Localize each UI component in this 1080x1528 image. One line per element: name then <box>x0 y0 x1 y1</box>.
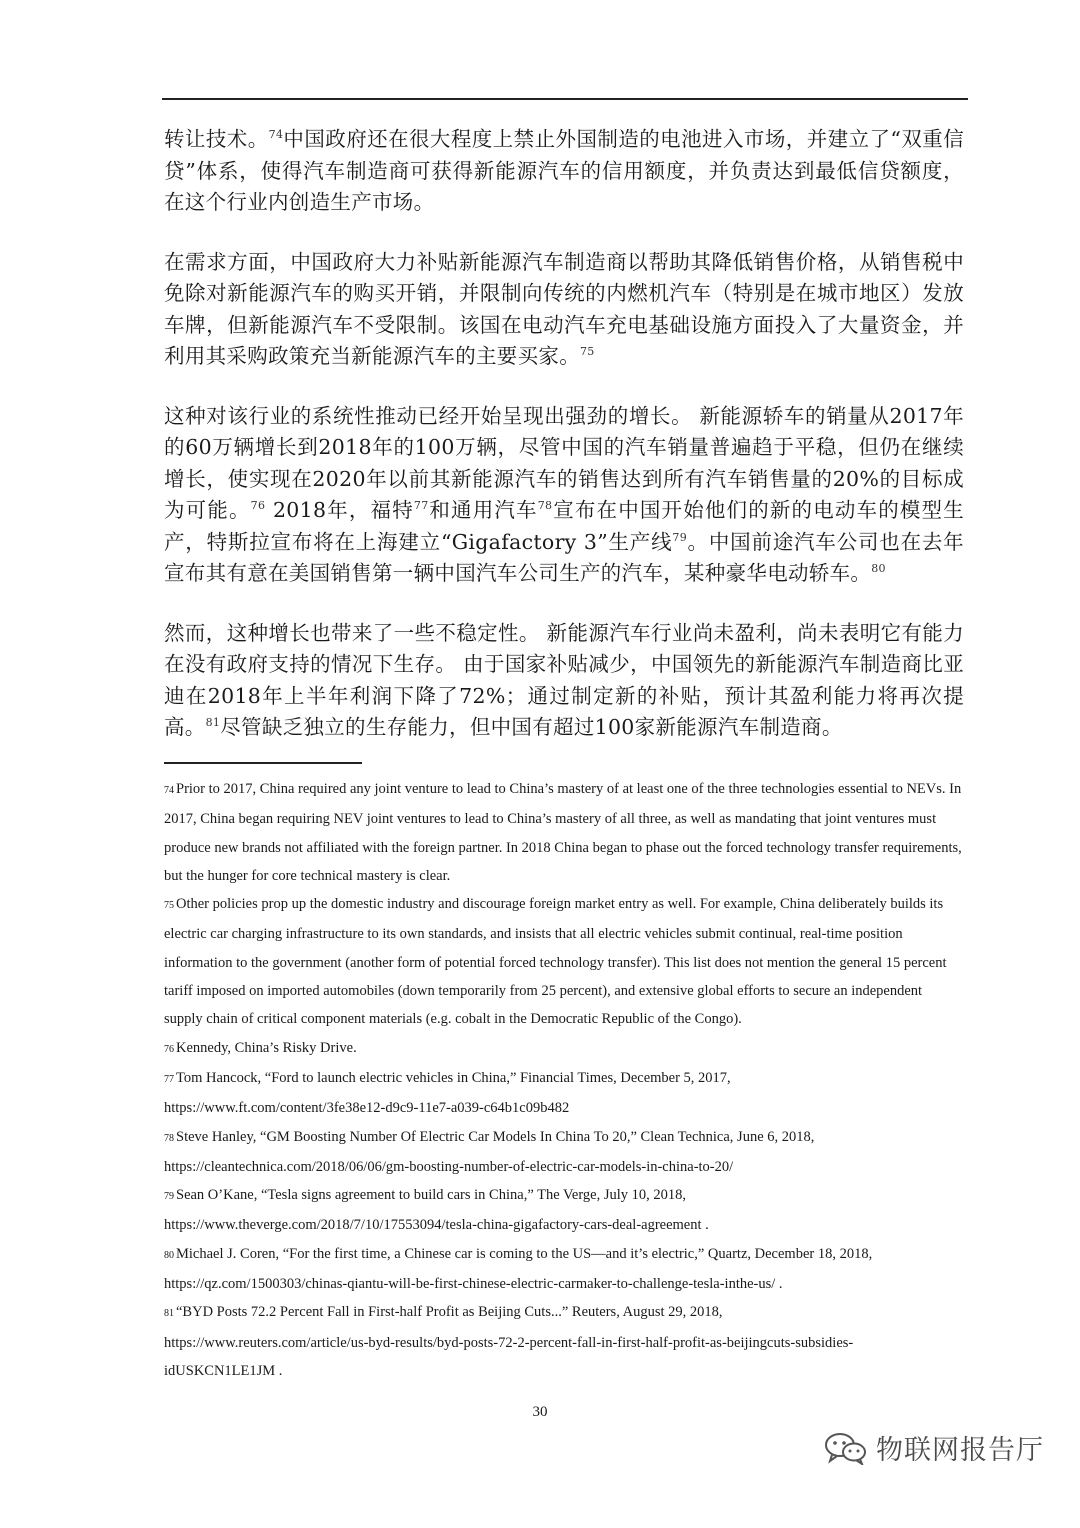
body-text-run: 转让技术。 <box>164 127 269 151</box>
body-text-run: 2018年，福特 <box>265 498 414 522</box>
wechat-icon <box>824 1431 868 1465</box>
body-paragraph <box>164 247 964 373</box>
footnote-number: 80 <box>164 1249 174 1261</box>
footnote-ref: 80 <box>871 562 886 576</box>
body-text-run: 然而，这种增长也带来了一些不稳定性。 新能源汽车行业尚未盈利，尚未表明它有能力在没有政府支持的情况下生存。 由于国家补贴减少，中国领先的新能源汽车制造商比亚迪在2018年上半年利润下降了72%；通过制定新的补贴，预计其盈利能力将再次提高。 <box>164 620 964 739</box>
footnote-number: 74 <box>164 785 174 796</box>
header-rule <box>162 98 968 100</box>
footnote-number: 78 <box>164 1132 174 1144</box>
footnote-number: 75 <box>164 900 174 912</box>
footnote-text: Prior to 2017, China required any joint venture to lead to China’s mastery of at least one of the three technologies essential to NEVs. In 2017, China began requiring NEV joint ventures to lead to China’s mastery of all three, as well as mandating that joint ventures must produce new brands not affiliated with the foreign partner. In 2018 China began to phase out the forced technology transfer requirements, but the hunger for core technical mastery is clear. <box>164 781 962 884</box>
body-text-run: 这种对该行业的系统性推动已经开始呈现出强劲的增长。 新能源轿车的销量从2017年的60万辆增长到2018年的100万辆，尽管中国的汽车销量普遍趋于平稳，但仍在继续增长，使实现在2020年以前其新能源汽车的销售达到所有汽车销售量的20%的目标成为可能。 <box>164 403 964 522</box>
body-text-run: 中国政府还在很大程度上禁止外国制造的电池进入市场，并建立了“双重信贷”体系，使得汽车制造商可获得新能源汽车的信用额度，并负责达到最低信贷额度，在这个行业内创造生产市场。 <box>164 127 965 214</box>
footnote-number: 77 <box>164 1073 174 1085</box>
footnote-text: Sean O’Kane, “Tesla signs agreement to build cars in China,” The Verge, July 10, 2018, <box>176 1187 686 1204</box>
footnote-78 <box>164 1123 964 1182</box>
footnote-ref: 76 <box>250 499 266 513</box>
footnote-url: https://www.ft.com/content/3fe38e12-d9c9-11e7-a039-c64b1c09b482 <box>164 1100 570 1117</box>
footnote-text: “BYD Posts 72.2 Percent Fall in First-half Profit as Beijing Cuts...” Reuters, August 29, 2018, <box>176 1304 723 1321</box>
footnote-ref: 81 <box>205 716 221 730</box>
footnote-url: https://qz.com/1500303/chinas-qiantu-will-be-first-chinese-electric-carmaker-to-challenge-tesla-inthe-us/ . <box>164 1276 783 1293</box>
body-text-run: 在需求方面，中国政府大力补贴新能源汽车制造商以帮助其降低销售价格，从销售税中免除对新能源汽车的购买开销，并限制向传统的内燃机汽车（特别是在城市地区）发放车牌，但新能源汽车不受限制。该国在电动汽车充电基础设施方面投入了大量资金，并利用其采购政策充当新能源汽车的主要买家。 <box>164 249 964 368</box>
footnote-separator <box>164 762 362 764</box>
page-number: 30 <box>532 1404 548 1420</box>
footnote-ref: 74 <box>268 128 284 142</box>
footnotes-section <box>164 775 964 1385</box>
footnote-number: 79 <box>164 1191 174 1203</box>
footnote-ref: 77 <box>413 499 429 513</box>
footnote-74 <box>164 775 964 890</box>
footnote-ref: 78 <box>537 499 553 513</box>
footnote-ref: 79 <box>672 530 688 544</box>
body-paragraph <box>164 124 964 219</box>
main-body-text <box>164 124 964 772</box>
footnote-76 <box>164 1034 964 1064</box>
footnote-text: Kennedy, China’s Risky Drive. <box>176 1039 357 1056</box>
footnote-number: 76 <box>164 1043 174 1055</box>
footnote-url: https://cleantechnica.com/2018/06/06/gm-boosting-number-of-electric-car-models-in-china-to-20/ <box>164 1158 734 1175</box>
footnote-text: Other policies prop up the domestic industry and discourage foreign market entry as well. For example, China deliberately builds its electric car charging infrastructure to its own standards, and insists that all electric vehicles submit continual, real-time position information to the government (another form of potential forced technology transfer). This list does not mention the general 15 percent tariff imposed on imported automobiles (down temporarily from 25 percent), and extensive global efforts to secure an independent supply chain of critical component materials (e.g. cobalt in the Democratic Republic of the Congo). <box>164 896 947 1028</box>
footnote-79 <box>164 1181 964 1240</box>
footnote-text: Michael J. Coren, “For the first time, a Chinese car is coming to the US—and it’s electric,” Quartz, December 18, 2018, <box>176 1245 873 1262</box>
body-text-run: 和通用汽车 <box>428 498 538 522</box>
footnote-text: Tom Hancock, “Ford to launch electric vehicles in China,” Financial Times, December 5, 2017, <box>176 1069 731 1086</box>
footnote-75 <box>164 890 964 1033</box>
footnote-number: 81 <box>164 1308 174 1320</box>
body-text-run: 。中国前途汽车公司也在去年宣布其有意在美国销售第一辆中国汽车公司生产的汽车，某种豪华电动轿车。 <box>164 529 964 585</box>
body-paragraph <box>164 401 964 590</box>
body-paragraph <box>164 618 964 744</box>
watermark <box>824 1428 1044 1467</box>
footnote-80 <box>164 1240 964 1299</box>
watermark-text: 物联网报告厅 <box>876 1435 1044 1466</box>
body-text-run: 宣布在中国开始他们的新的电动车的模型生产，特斯拉宣布将在上海建立“Gigafactory 3”生产线 <box>164 498 965 554</box>
body-text-run: 尽管缺乏独立的生存能力，但中国有超过100家新能源汽车制造商。 <box>220 715 843 739</box>
footnote-ref: 75 <box>580 345 595 359</box>
footnote-url: https://www.reuters.com/article/us-byd-results/byd-posts-72-2-percent-fall-in-first-half-profit-as-beijingcuts-subsidies-idUSKCN1LE1JM . <box>164 1334 854 1379</box>
footnote-url: https://www.theverge.com/2018/7/10/17553094/tesla-china-gigafactory-cars-deal-agreement . <box>164 1217 709 1234</box>
footnote-77 <box>164 1064 964 1123</box>
footnote-81 <box>164 1298 964 1385</box>
footnote-text: Steve Hanley, “GM Boosting Number Of Electric Car Models In China To 20,” Clean Technica, June 6, 2018, <box>176 1128 815 1145</box>
